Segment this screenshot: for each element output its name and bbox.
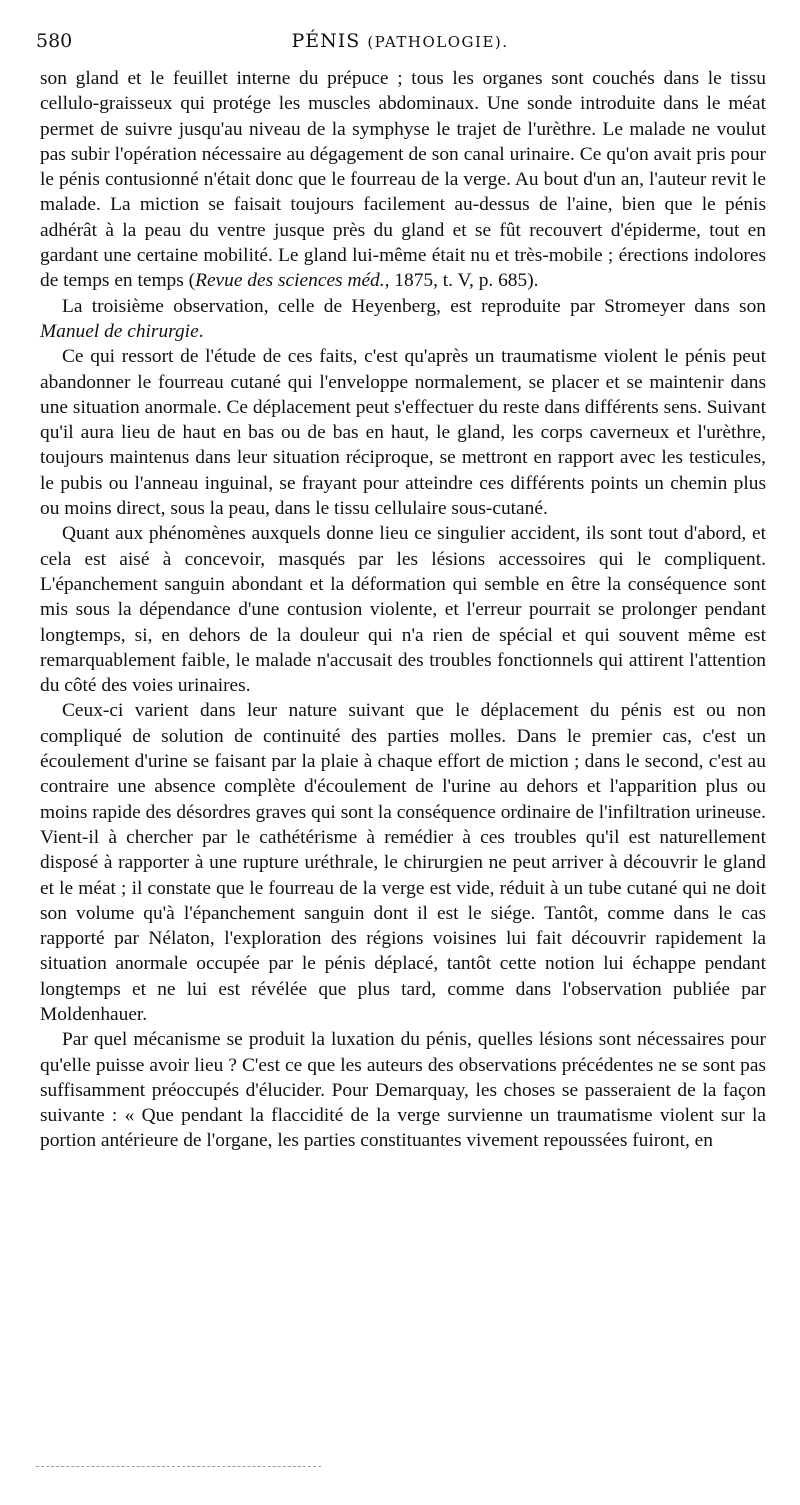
journal-title: Revue des sciences méd. <box>195 270 385 292</box>
footer-rule <box>36 1466 321 1467</box>
paragraph-text: Par quel mécanisme se produit la luxation du pénis, quelles lésions sont nécessaires pour qu'elle puisse avoir lieu ? C'est ce que les auteurs des observations précédentes ne se sont pas suffisamment préoccupés d'élucider. Pour Demarquay, les choses se passeraient de la façon suivante : « Que pendant la flaccidité de la verge survienne un traumatisme violent sur la portion antérieure de l'organe, les parties constituantes vivement repoussées fuiront, en <box>40 1029 766 1152</box>
paragraph-text: Quant aux phénomènes auxquels donne lieu ce singulier accident, ils sont tout d'abord, et cela est aisé à concevoir, masqués par les lésions accessoires qui le compliquent. L'épanchement sanguin abondant et la déformation qui semble en être la conséquence sont mis sous la dépendance d'une contusion violente, et l'erreur pourrait se prolonger pendant longtemps, si, en dehors de la douleur qui n'a rien de spécial et qui souvent même est remarquablement faible, le malade n'accusait des troubles fonctionnels qui attirent l'attention du côté des voies urinaires. <box>40 523 766 697</box>
book-title: Manuel de chirurgie <box>40 320 199 342</box>
page-title <box>36 30 764 52</box>
paragraph <box>40 698 766 1027</box>
paragraph <box>40 294 766 345</box>
paragraph-text: son gland et le feuillet interne du prépuce ; tous les organes sont couchés dans le tissu cellulo-graisseux qui protége les muscles abdominaux. Une sonde introduite dans le méat permet de suivre jusqu'au niveau de la symphyse le trajet de l'urèthre. Le malade ne voulut pas subir l'opération nécessaire au dégagement de son canal urinaire. Ce qu'on avait pris pour le pénis contusionné n'était donc que le fourreau de la verge. Au bout d'un an, l'auteur revit le malade. La miction se faisait toujours facilement au-dessus de l'aine, bien que le pénis adhérât à la peau du ventre jusque près du gland et se fût recouvert d'épiderme, tout en gardant une certaine mobilité. Le gland lui-même était nu et très-mobile ; érections indolores de temps en temps ( <box>40 68 766 292</box>
paragraph-text: La troisième observation, celle de Heyenberg, est reproduite par Stromeyer dans son <box>62 295 766 317</box>
paragraph-text: Ceux-ci varient dans leur nature suivant que le déplacement du pénis est ou non compliqué de solution de continuité des parties molles. Dans le premier cas, c'est un écoulement d'urine se faisant par la plaie à chaque effort de miction ; dans le second, c'est au contraire une absence complète d'écoulement de l'urine au dehors et l'apparition plus ou moins rapide des désordres graves qui sont la conséquence ordinaire de l'infiltration urineuse. Vient-il à chercher par le cathétérisme à remédier à ces troubles qu'il est naturellement disposé à rapporter à une rupture uréthrale, le chirurgien ne peut arriver à découvrir le gland et le méat ; il constate que le fourreau de la verge est vide, réduit à un tube cutané qui ne doit son volume qu'à l'épanchement sanguin dont il est le siége. Tantôt, comme dans le cas rapporté par Nélaton, l'exploration des régions voisines lui fait découvrir rapidement la situation anormale occupée par le pénis déplacé, tantôt cette notion lui échappe pendant longtemps et ne lui est révélée que plus tard, comme dans l'observation publiée par Moldenhauer. <box>40 700 766 1025</box>
page-title-main: PÉNIS <box>291 30 361 52</box>
paragraph <box>40 344 766 521</box>
paragraph <box>40 1027 766 1153</box>
page-number: 580 <box>36 30 73 52</box>
paragraph-text: , 1875, t. V, p. 685). <box>384 270 539 292</box>
paragraph-text: . <box>198 320 204 342</box>
running-head <box>36 30 764 58</box>
paragraph <box>40 521 766 698</box>
paragraph <box>40 66 766 294</box>
page-title-subtitle: (PATHOLOGIE). <box>367 33 509 51</box>
body-text <box>40 66 766 1154</box>
paragraph-text: Ce qui ressort de l'étude de ces faits, c'est qu'après un traumatisme violent le pénis peut abandonner le fourreau cutané qui l'enveloppe normalement, se placer et se maintenir dans une situation anormale. Ce déplacement peut s'effectuer du reste dans différents sens. Suivant qu'il aura lieu de haut en bas ou de bas en haut, le gland, les corps caverneux et l'urèthre, toujours maintenus dans leur situation réciproque, se mettront en rapport avec les testicules, le pubis ou l'anneau inguinal, se frayant pour atteindre ces différents points un chemin plus ou moins direct, sous la peau, dans le tissu cellulaire sous-cutané. <box>40 346 766 520</box>
